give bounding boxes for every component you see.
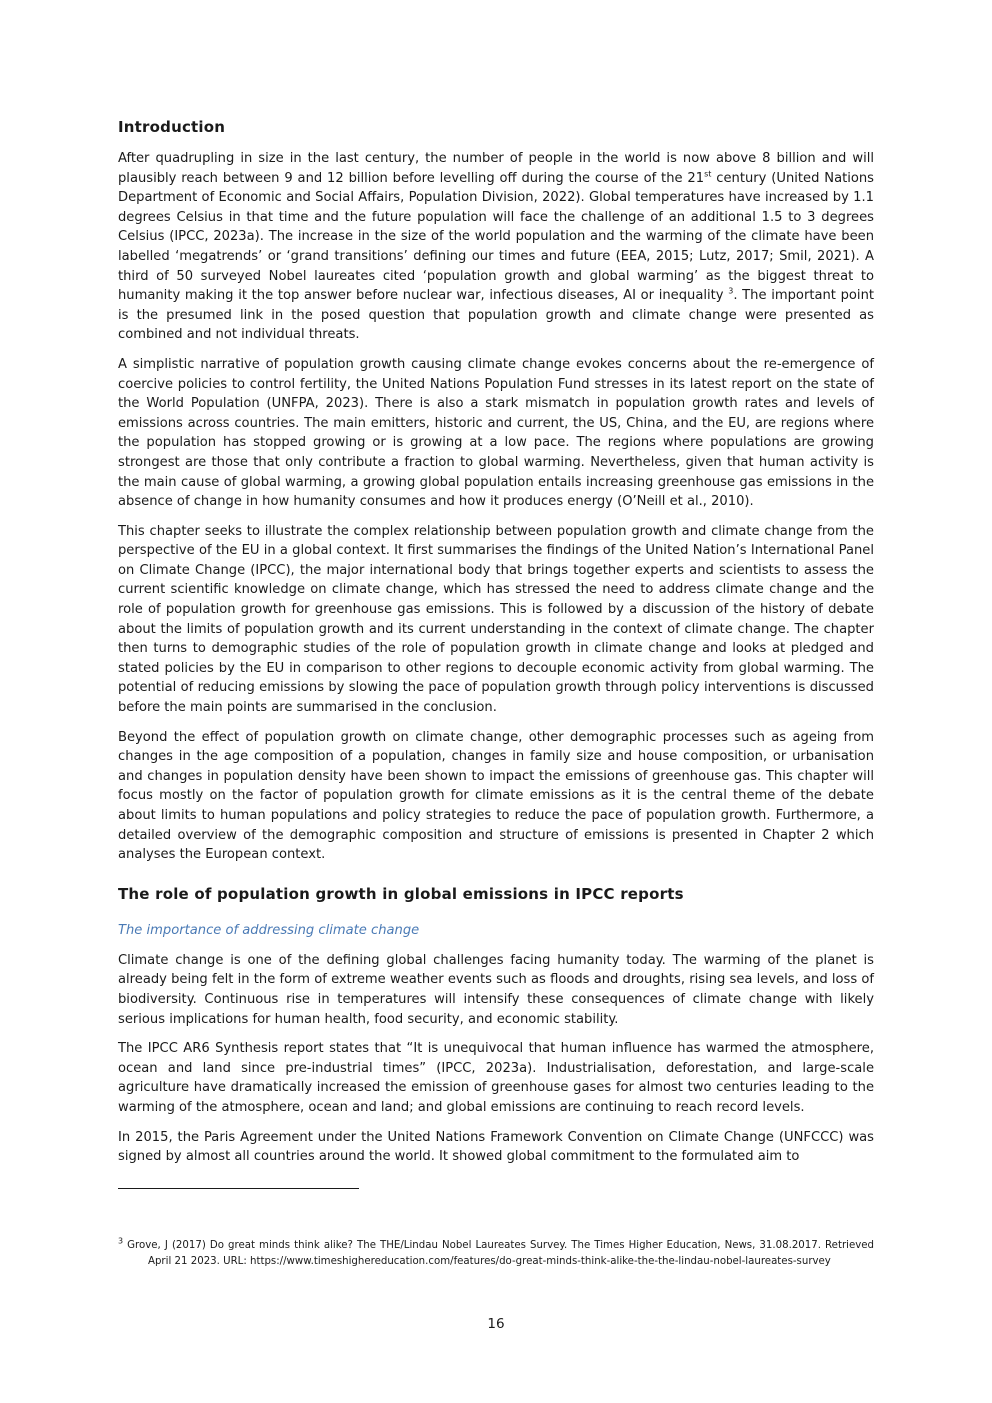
intro-paragraph-1 — [118, 149, 874, 345]
footnote-reference[interactable]: 3 — [728, 286, 734, 296]
ordinal-suffix: st — [704, 169, 712, 179]
page-body — [118, 118, 874, 1177]
intro-paragraph-3: This chapter seeks to illustrate the complex relationship between population growth and climate change from the perspective of the EU in a global context. It first summarises the findings of the United Nation’s International Panel on Climate Change (IPCC), the major international body that brings together experts and scientists to assess the current scientific knowledge on climate change, which has stressed the need to address climate change and the role of population growth for greenhouse gas emissions. This is followed by a discussion of the history of debate about the limits of population growth and its current understanding in the context of climate change. The chapter then turns to demographic studies of the role of population growth in climate change and looks at pledged and stated policies by the EU in comparison to other regions to decouple economic activity from global warming. The potential of reducing emissions by slowing the pace of population growth through policy interventions is discussed before the main points are summarised in the conclusion. — [118, 523, 874, 716]
intro-paragraph-2: A simplistic narrative of population growth causing climate change evokes concerns about the re-emergence of coercive policies to control fertility, the United Nations Population Fund stresses in its latest report on the state of the World Population (UNFPA, 2023). There is also a stark mismatch in population growth rates and levels of emissions across countries. The main emitters, historic and current, the US, China, and the EU, are regions where the population has stopped growing or is growing at a low pace. The regions where populations are growing strongest are those that only contribute a fraction to global warming. Nevertheless, given that human activity is the main cause of global warming, a growing global population entails increasing greenhouse gas emissions in the absence of change in how humanity consumes and how it produces energy (O’Neill et al., 2010). — [118, 356, 874, 510]
footnote — [118, 1238, 874, 1269]
introduction-heading: Introduction — [118, 118, 226, 136]
page-number: 16 — [487, 1316, 505, 1332]
ipcc-subheading: The importance of addressing climate change — [118, 922, 420, 938]
intro-p1-text-a: After quadrupling in size in the last century, the number of people in the world is now above 8 billion and will plausibly reach between 9 and 12 billion before levelling off during the course of the 21 — [118, 151, 874, 186]
ipcc-section-heading: The role of population growth in global emissions in IPCC reports — [118, 884, 684, 903]
footnote-text — [118, 1238, 874, 1269]
footnote-body: Grove, J (2017) Do great minds think alike? The THE/Lindau Nobel Laureates Survey. The Times Higher Education, News, 31.08.2017. Retrieved April 21 2023. URL: https://www.timeshighereducation.com/features/do-great-minds-think-alike-the-the-lindau-nobel-laureates-survey — [123, 1240, 874, 1267]
intro-p1-text-b: century (United Nations Department of Economic and Social Affairs, Population Division, 2022). Global temperatures have increased by 1.1 degrees Celsius in that time and the future population will face the challenge of an additional 1.5 to 3 degrees Celsius (IPCC, 2023a). The increase in the size of the world population and the warming of the climate have been labelled ‘megatrends’ or ‘grand transitions’ defining our times and future (EEA, 2015; Lutz, 2017; Smil, 2021). A third of 50 surveyed Nobel laureates cited ‘population growth and global warming’ as the biggest threat to humanity making it the top answer before nuclear war, infectious diseases, AI or inequality — [118, 170, 874, 304]
footnote-divider — [118, 1188, 359, 1189]
intro-paragraph-4: Beyond the effect of population growth on climate change, other demographic processes such as ageing from changes in the age composition of a population, changes in family size and house composition, or urbanisation and changes in population density have been shown to impact the emissions of greenhouse gas. This chapter will focus mostly on the factor of population growth for climate emissions as it is the central theme of the debate about limits to human populations and policy strategies to reduce the pace of population growth. Furthermore, a detailed overview of the demographic composition and structure of emissions is presented in Chapter 2 which analyses the European context. — [118, 729, 874, 863]
ipcc-paragraph-2: The IPCC AR6 Synthesis report states that “It is unequivocal that human influence has warmed the atmosphere, ocean and land since pre-industrial times” (IPCC, 2023a). Industrialisation, deforestation, and large-scale agriculture have dramatically increased the emission of greenhouse gases for almost two centuries leading to the warming of the atmosphere, ocean and land; and global emissions are continuing to reach record levels. — [118, 1041, 874, 1115]
ipcc-paragraph-1: Climate change is one of the defining global challenges facing humanity today. The warming of the planet is already being felt in the form of extreme weather events such as floods and droughts, rising sea levels, and loss of biodiversity. Continuous rise in temperatures will intensify these consequences of climate change with likely serious implications for human health, food security, and economic stability. — [118, 952, 874, 1027]
footnote-marker: 3 — [118, 1236, 124, 1246]
intro-p1-text-c: . The important point is the presumed link in the posed question that population growth and climate change were presented as combined and not individual threats. — [118, 288, 874, 343]
ipcc-paragraph-3: In 2015, the Paris Agreement under the United Nations Framework Convention on Climate Change (UNFCCC) was signed by almost all countries around the world. It showed global commitment to the formulated aim to — [118, 1129, 874, 1165]
